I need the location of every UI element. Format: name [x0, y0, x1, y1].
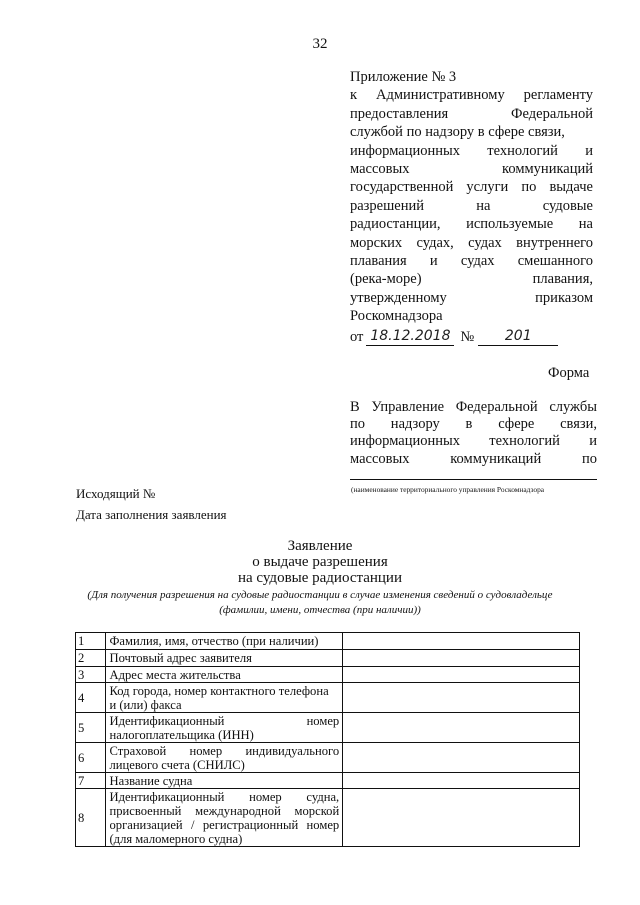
addressee-line: информационных технологий и — [350, 433, 597, 450]
appendix-line: государственной услуги по выдаче — [350, 179, 593, 196]
row-label — [106, 713, 343, 743]
row-number: 8 — [76, 789, 106, 847]
row-value-cell[interactable] — [343, 713, 580, 743]
row-label-line: Идентификационный номер судна, — [109, 789, 340, 804]
addressee-block — [350, 399, 597, 498]
appendix-block — [350, 68, 593, 346]
application-title: о выдаче разрешения — [252, 554, 388, 570]
appendix-line: разрешений на судовые — [350, 197, 593, 214]
subtitle-line: (фамилии, имени, отчества (при наличии)) — [219, 604, 421, 616]
application-title-block — [0, 538, 640, 618]
row-label — [106, 773, 343, 789]
row-label-line: Фамилия, имя, отчество (при наличии) — [109, 634, 319, 648]
row-number: 2 — [76, 650, 106, 667]
table-row — [76, 633, 580, 650]
row-label-line: Название судна — [109, 773, 193, 788]
order-date-line — [350, 328, 593, 346]
addressee-line: В Управление Федеральной службы — [350, 399, 597, 415]
from-label: от — [350, 328, 364, 345]
row-value-cell[interactable] — [343, 683, 580, 713]
page-number: 32 — [312, 36, 328, 52]
appendix-line: предоставления Федеральной — [350, 105, 593, 122]
row-number: 3 — [76, 667, 106, 683]
row-label — [106, 789, 343, 847]
row-number: 1 — [76, 633, 106, 650]
fill-date-label: Дата заполнения заявления — [76, 507, 227, 522]
addressee-fill-line — [350, 479, 597, 480]
row-value-cell[interactable] — [343, 743, 580, 773]
table-row — [76, 667, 580, 683]
row-label — [106, 667, 343, 683]
row-label-line: Идентификационный номер — [109, 713, 340, 728]
row-label-line: и (или) факса — [109, 697, 182, 712]
appendix-line: плавания и судах смешанного — [350, 253, 593, 270]
row-number: 5 — [76, 713, 106, 743]
handwritten-order-date: 18.12.2018 — [366, 328, 454, 346]
row-number: 4 — [76, 683, 106, 713]
row-value-cell[interactable] — [343, 789, 580, 847]
appendix-line: морских судах, судах внутреннего — [350, 234, 593, 251]
appendix-line: Роскомнадзора — [350, 308, 443, 325]
table-row — [76, 713, 580, 743]
row-label — [106, 683, 343, 713]
appendix-line: службой по надзору в сфере связи, — [350, 124, 565, 141]
application-title: Заявление — [287, 538, 353, 554]
application-title: на судовые радиостанции — [237, 570, 402, 586]
row-number: 7 — [76, 773, 106, 789]
table-row — [76, 683, 580, 713]
addressee-caption: (наименование территориального управления Роскомнадзора — [351, 484, 545, 494]
row-label-line: организацией / регистрационный номер — [109, 817, 340, 832]
table-row — [76, 650, 580, 667]
appendix-line: радиостанции, используемые на — [350, 216, 593, 233]
appendix-line: к Административному регламенту — [350, 87, 593, 104]
row-label-line: Адрес места жительства — [109, 667, 241, 682]
row-label-line: Почтовый адрес заявителя — [109, 651, 252, 665]
appendix-line: Приложение № 3 — [350, 69, 457, 85]
row-value-cell[interactable] — [343, 773, 580, 789]
table-row — [76, 773, 580, 789]
row-label-line: лицевого счета (СНИЛС) — [109, 757, 245, 772]
row-value-cell[interactable] — [343, 650, 580, 667]
row-value-cell[interactable] — [343, 667, 580, 683]
row-label — [106, 633, 343, 650]
form-label: Форма — [548, 365, 590, 381]
appendix-line: массовых коммуникаций — [350, 161, 593, 178]
appendix-line: (река-море) плавания, — [350, 271, 593, 288]
appendix-line: утвержденному приказом — [350, 289, 593, 306]
row-label-line: Страховой номер индивидуального — [109, 743, 340, 758]
addressee-line: по надзору в сфере связи, — [350, 416, 597, 433]
table-row — [76, 743, 580, 773]
addressee-line: массовых коммуникаций по — [350, 450, 597, 467]
number-label: № — [460, 328, 475, 345]
row-label-line: Код города, номер контактного телефона — [109, 683, 329, 698]
table-row — [76, 789, 580, 847]
appendix-line: информационных технологий и — [350, 142, 593, 159]
application-table — [75, 632, 580, 847]
subtitle-line: (Для получения разрешения на судовые радиостанции в случае изменения сведений о судовладельце — [87, 589, 553, 601]
row-value-cell[interactable] — [343, 633, 580, 650]
row-label — [106, 650, 343, 667]
row-label — [106, 743, 343, 773]
row-label-line: присвоенный международной морской — [109, 803, 340, 818]
row-label-line: налогоплательщика (ИНН) — [109, 727, 254, 742]
handwritten-order-number: 201 — [478, 328, 558, 346]
row-label-line: (для маломерного судна) — [109, 831, 243, 846]
outgoing-number-label: Исходящий № — [76, 486, 156, 501]
application-subtitle — [0, 588, 640, 618]
row-number: 6 — [76, 743, 106, 773]
